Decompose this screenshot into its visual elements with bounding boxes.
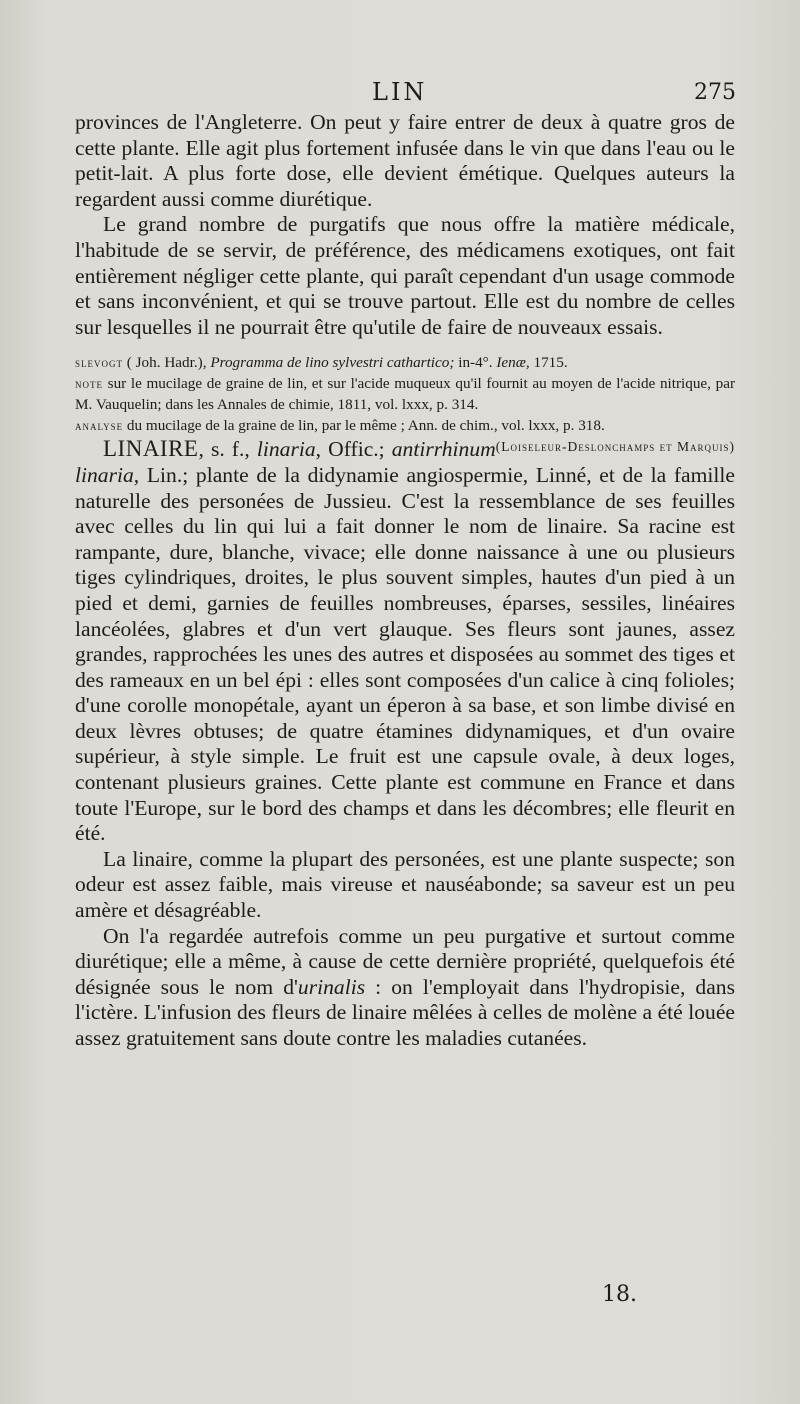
reference-author: slevogt <box>75 355 123 371</box>
reference-author-name: ( Joh. Hadr.), <box>126 354 207 372</box>
usage-latin-urinalis: urinalis <box>297 974 366 999</box>
entry-intro-b: , Offic.; <box>315 437 385 462</box>
page-body <box>75 110 735 1052</box>
usage-text-b: : on l'employait dans l'hydropisie, dans l'ictère. L'infusion des fleurs de linaire mêlées à celles de molène a été louée assez gratuitement sans doute contre les maladies cutanées. <box>75 974 736 1050</box>
paragraph-suspecte: La linaire, comme la plupart des personées, est une plante suspecte; son odeur est assez faible, mais vireuse et nauséabonde; sa saveur est un peu amère et désagréable. <box>75 846 735 923</box>
reference-slevogt <box>75 352 735 373</box>
reference-note <box>75 373 735 415</box>
reference-title: Programma de lino sylvestri cathartico; <box>210 354 455 372</box>
usage-text-a: On l'a regardée autrefois comme un peu purgative et surtout comme diurétique; elle a même, à cause de cette dernière propriété, quelquefois été désignée sous le nom d' <box>75 923 735 999</box>
reference-analyse-text: du mucilage de la graine de lin, par le même ; Ann. de chim., vol. lxxx, p. 318. <box>126 417 605 435</box>
paragraph-usage <box>75 924 735 1052</box>
reference-place: Ienæ, <box>496 354 530 372</box>
entry-headword: LINAIRE <box>103 436 199 462</box>
entry-intro-a: , s. f., <box>198 437 250 462</box>
reference-year: 1715. <box>533 354 568 372</box>
reference-note-text: sur le mucilage de graine de lin, et sur l'acide muqueux qu'il fournit au moyen de l'acide nitrique, par M. Vauquelin; dans les Annales de chimie, 1811, vol. lxxx, p. 314. <box>75 375 736 414</box>
entry-latin-officinal: linaria <box>256 437 316 462</box>
paragraph-continuation: provinces de l'Angleterre. On peut y faire entrer de deux à quatre gros de cette plante. Elle agit plus fortement infusée dans le vin que dans l'eau ou le petit-lait. A plus forte dose, elle devient émétique. Quelques auteurs la regardent aussi comme diurétique. <box>75 110 735 211</box>
running-head <box>0 74 800 114</box>
entry-description: , Lin.; plante de la didynamie angiospermie, Linné, et de la famille naturelle des personées de Jussieu. C'est la ressemblance de ses feuilles avec celles du lin qui lui a fait donner le nom de linaire. Sa racine est rampante, dure, blanche, vivace; elle donne naissance à une ou plusieurs tiges cylindriques, droites, le plus souvent simples, hautes d'un pied à un pied et demi, garnies de feuilles nombreuses, éparses, sessiles, linéaires lancéolées, glabres et d'un vert glauque. Ses fleurs sont jaunes, assez grandes, rapprochées les unes des autres et disposées au sommet des tiges et des rameaux en un bel épi : elles sont composées d'un calice à cinq folioles; d'une corolle monopétale, ayant un éperon à sa base, et son limbe divisé en deux lèvres obtuses; de quatre étamines didynamiques, et d'un ovaire supérieur, à style simple. Le fruit est une capsule ovale, à deux loges, contenant plusieurs graines. Cette plante est commune en France et dans toute l'Europe, sur le bord des champs et dans les décombres; elle fleurit en été. <box>75 462 735 846</box>
entry-linaire <box>75 436 735 847</box>
running-title: LIN <box>372 78 428 106</box>
reference-note-label: note <box>75 376 103 392</box>
paragraph-purgatifs: Le grand nombre de purgatifs que nous offre la matière médicale, l'habitude de se servir, de préférence, des médicamens exotiques, ont fait entièrement négliger cette plante, qui paraît cependant d'un usage commode et sans inconvénient, et qui se trouve partout. Elle est du nombre de celles sur lesquelles il ne pourrait être qu'utile de faire de nouveaux essais. <box>75 212 735 339</box>
reference-analyse-label: analyse <box>75 418 124 434</box>
entry-latin-linnaean: antirrhinum linaria <box>75 437 496 487</box>
article-authors: (Loiseleur-Deslonchamps et Marquis) <box>495 439 735 455</box>
signature-mark: 18. <box>602 1282 637 1307</box>
reference-format: in-4°. <box>458 354 493 372</box>
page-number: 275 <box>694 80 736 105</box>
